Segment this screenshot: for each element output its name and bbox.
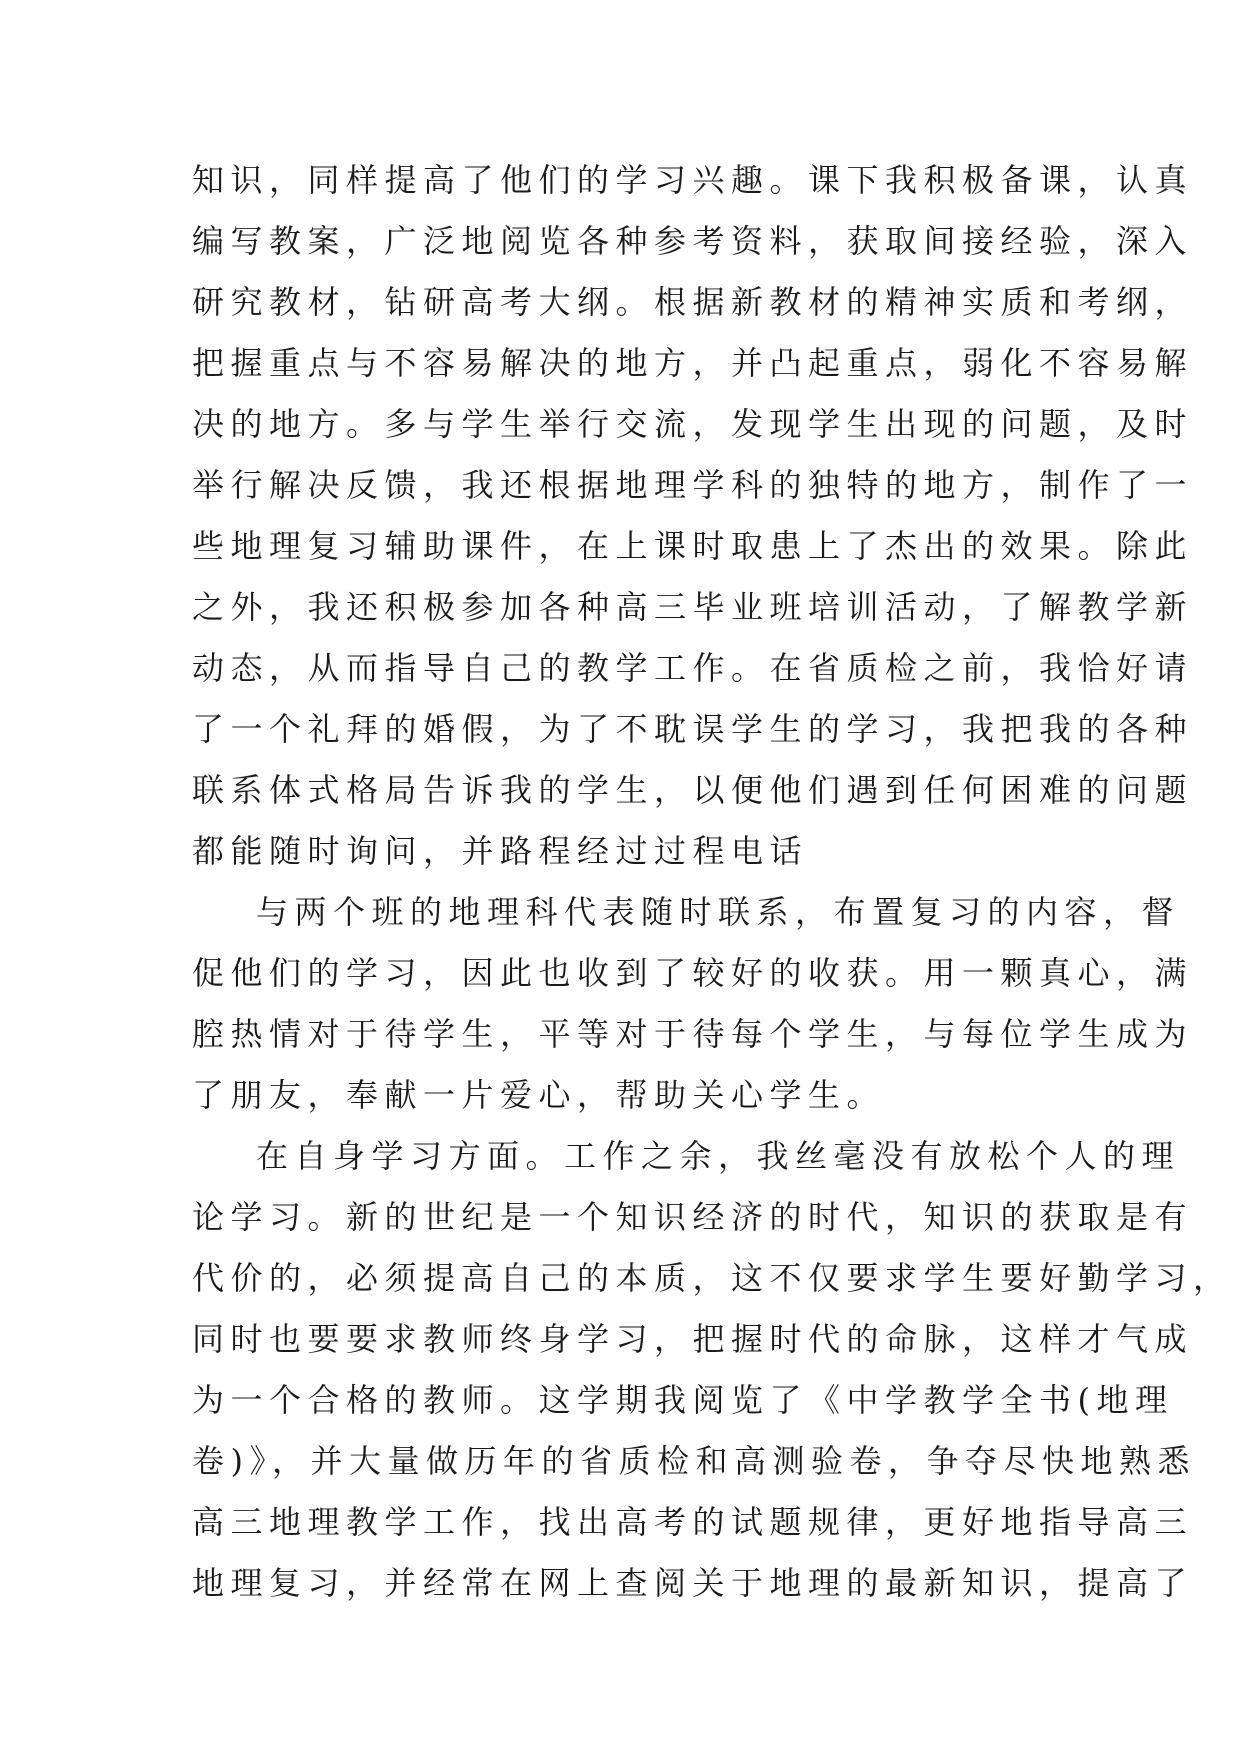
text-line: 之外，我还积极参加各种高三毕业班培训活动，了解教学新 <box>192 588 1194 626</box>
text-line: 联系体式格局告诉我的学生，以便他们遇到任何困难的问题 <box>192 771 1194 809</box>
paragraph-3 <box>192 1126 1232 1614</box>
paragraph-2 <box>192 882 1194 1126</box>
text-line: 些地理复习辅助课件，在上课时取患上了杰出的效果。除此 <box>192 527 1194 565</box>
text-line: 在自身学习方面。工作之余，我丝毫没有放松个人的理 <box>256 1137 1181 1175</box>
text-line: 代价的，必须提高自己的本质，这不仅要求学生要好勤学习， <box>192 1259 1232 1297</box>
text-line: 与两个班的地理科代表随时联系，布置复习的内容，督 <box>256 893 1181 931</box>
text-line: 研究教材，钻研高考大纲。根据新教材的精神实质和考纲， <box>192 283 1194 321</box>
text-line: 腔热情对于待学生，平等对于待每个学生，与每位学生成为 <box>192 1015 1194 1053</box>
text-line: 都能随时询问，并路程经过过程电话 <box>192 832 809 870</box>
text-line: 编写教案，广泛地阅览各种参考资料，获取间接经验，深入 <box>192 222 1194 260</box>
text-line: 决的地方。多与学生举行交流，发现学生出现的问题，及时 <box>192 405 1194 443</box>
text-line: 了一个礼拜的婚假，为了不耽误学生的学习，我把我的各种 <box>192 710 1194 748</box>
text-line: 地理复习，并经常在网上查阅关于地理的最新知识，提高了 <box>192 1564 1194 1602</box>
text-line: 同时也要要求教师终身学习，把握时代的命脉，这样才气成 <box>192 1320 1194 1358</box>
text-line: 论学习。新的世纪是一个知识经济的时代，知识的获取是有 <box>192 1198 1194 1236</box>
text-line: 把握重点与不容易解决的地方，并凸起重点，弱化不容易解 <box>192 344 1194 382</box>
text-line: 高三地理教学工作，找出高考的试题规律，更好地指导高三 <box>192 1503 1194 1541</box>
text-line: 知识，同样提高了他们的学习兴趣。课下我积极备课，认真 <box>192 161 1194 199</box>
paragraph-1 <box>192 150 1194 882</box>
text-line: 了朋友，奉献一片爱心，帮助关心学生。 <box>192 1076 886 1114</box>
document-body <box>192 150 1232 1614</box>
text-line: 促他们的学习，因此也收到了较好的收获。用一颗真心，满 <box>192 954 1194 992</box>
text-line: 为一个合格的教师。这学期我阅览了《中学教学全书(地理 <box>192 1381 1174 1419</box>
text-line: 举行解决反馈，我还根据地理学科的独特的地方，制作了一 <box>192 466 1194 504</box>
text-line: 动态，从而指导自己的教学工作。在省质检之前，我恰好请 <box>192 649 1194 687</box>
text-line: 卷)》，并大量做历年的省质检和高测验卷，争夺尽快地熟悉 <box>192 1442 1196 1480</box>
